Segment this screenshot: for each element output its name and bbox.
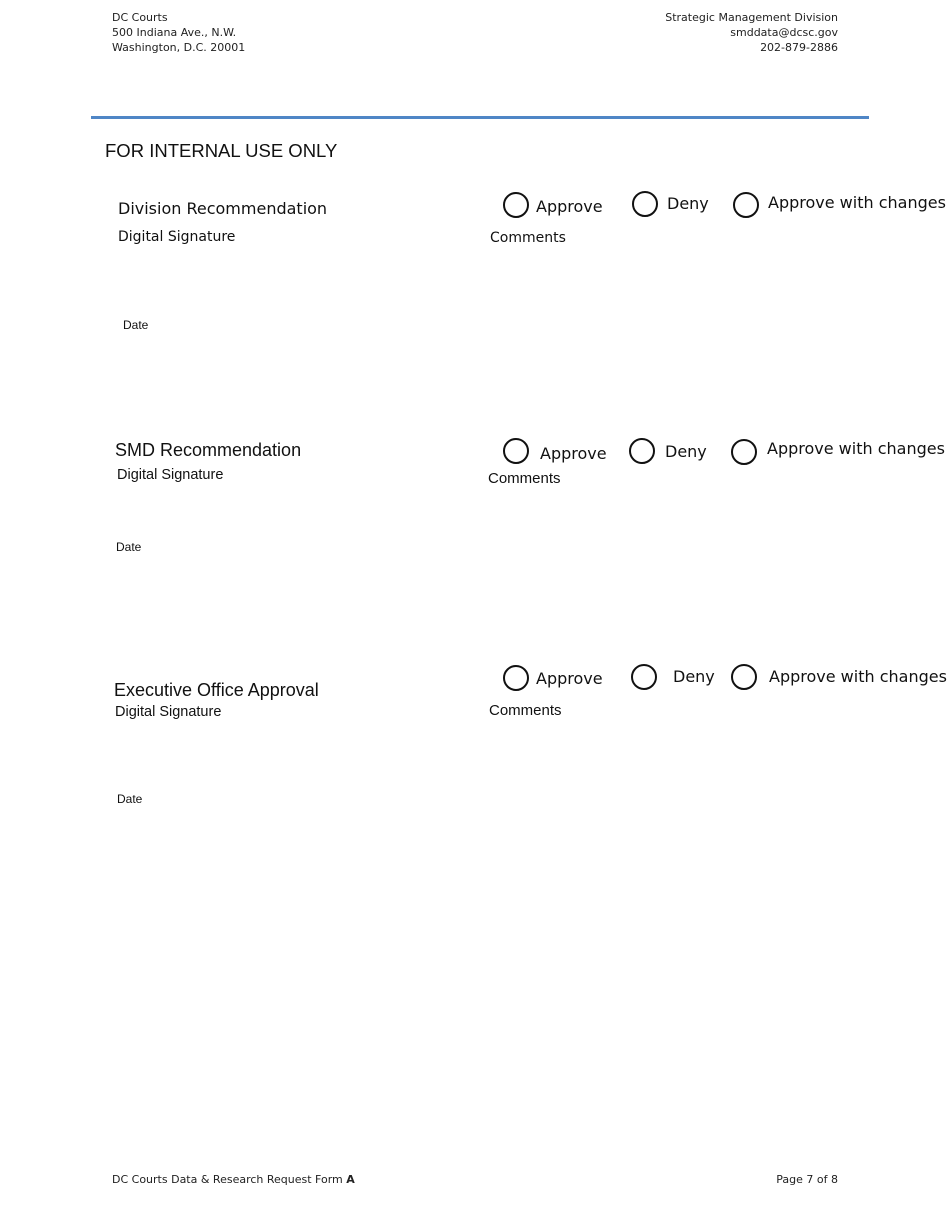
division-name: Strategic Management Division [665, 11, 838, 24]
smd-deny-label: Deny [665, 442, 707, 461]
smd-deny-radio[interactable] [629, 438, 655, 464]
footer-form-name [112, 1173, 355, 1186]
division-approve-with-changes-radio[interactable] [733, 192, 759, 218]
smd-approve-label: Approve [540, 444, 607, 463]
header-divider [91, 116, 869, 119]
division-comments-label: Comments [490, 230, 566, 246]
executive-signature-label: Digital Signature [115, 704, 222, 720]
smd-comments-label: Comments [488, 470, 561, 487]
executive-date-label: Date [117, 792, 143, 806]
division-deny-label: Deny [667, 194, 709, 213]
smd-approve-radio[interactable] [503, 438, 529, 464]
smd-recommendation-title: SMD Recommendation [115, 440, 302, 460]
smd-date-label: Date [116, 540, 142, 554]
org-street: 500 Indiana Ave., N.W. [112, 26, 237, 39]
division-deny-radio[interactable] [632, 191, 658, 217]
executive-approve-with-changes-radio[interactable] [731, 664, 757, 690]
smd-signature-label: Digital Signature [117, 467, 224, 483]
executive-approve-label: Approve [536, 669, 603, 688]
footer-form-letter: A [346, 1173, 355, 1186]
org-city: Washington, D.C. 20001 [112, 41, 246, 54]
division-date-label: Date [123, 318, 149, 332]
executive-approve-with-changes-label: Approve with changes [769, 667, 947, 686]
smd-approve-with-changes-radio[interactable] [731, 439, 757, 465]
org-address [112, 10, 245, 55]
footer-page-number: Page 7 of 8 [776, 1173, 838, 1186]
internal-use-heading: FOR INTERNAL USE ONLY [105, 140, 338, 161]
division-approve-with-changes-label: Approve with changes [768, 193, 946, 212]
division-approve-label: Approve [536, 197, 603, 216]
division-phone: 202-879-2886 [760, 41, 838, 54]
division-recommendation-title: Division Recommendation [118, 199, 328, 218]
executive-deny-label: Deny [673, 667, 715, 686]
executive-deny-radio[interactable] [631, 664, 657, 690]
executive-approve-radio[interactable] [503, 665, 529, 691]
executive-comments-label: Comments [489, 702, 562, 719]
division-email: smddata@dcsc.gov [730, 26, 838, 39]
division-contact [665, 10, 838, 55]
division-approve-radio[interactable] [503, 192, 529, 218]
smd-approve-with-changes-label: Approve with changes [767, 439, 945, 458]
footer-form-title: DC Courts Data & Research Request Form [112, 1173, 343, 1186]
division-signature-label: Digital Signature [118, 229, 236, 245]
executive-approval-title: Executive Office Approval [114, 680, 319, 700]
org-name: DC Courts [112, 11, 168, 24]
